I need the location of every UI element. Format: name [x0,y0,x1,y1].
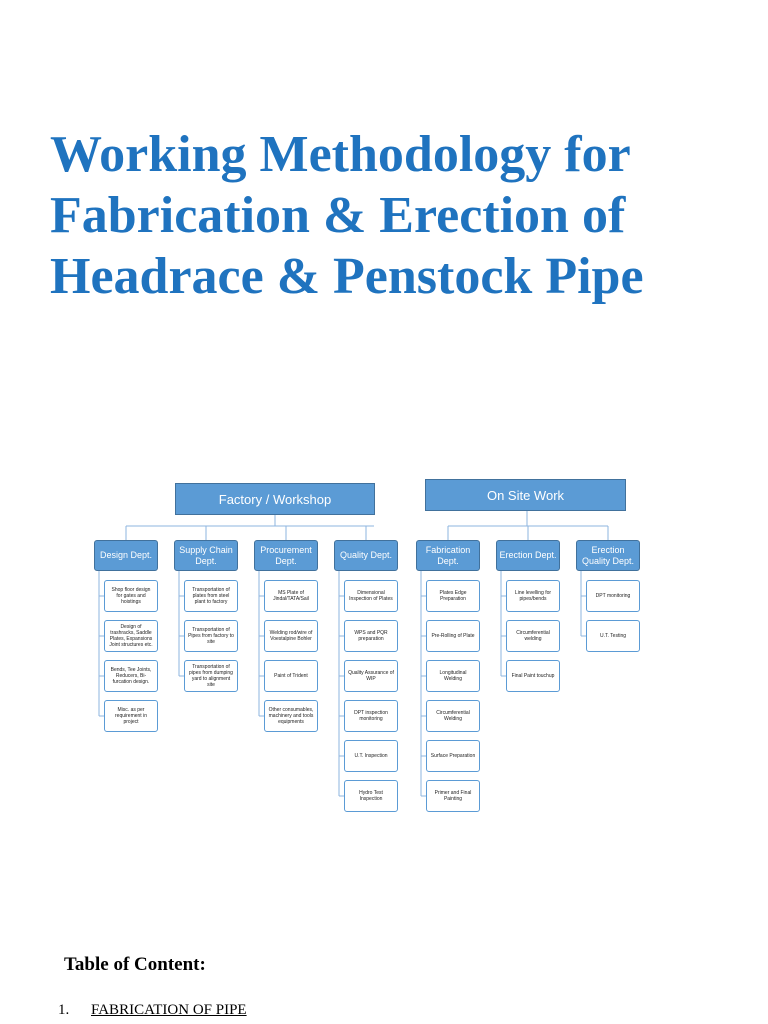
task-box: Final Paint touchup [506,660,560,692]
task-box: WPS and PQR preparation [344,620,398,652]
task-box: Transportation of Pipes from factory to site [184,620,238,652]
task-box: Transportation of plates from steel plant to factory [184,580,238,612]
task-box: Quality Assurance of WIP [344,660,398,692]
task-box: Bends, Tee Joints, Reducers, Bi-furcation design. [104,660,158,692]
document-title [50,124,750,307]
task-box: U.T. Inspection [344,740,398,772]
toc-item-link[interactable]: FABRICATION OF PIPE [91,1002,247,1018]
task-box: Primer and Final Painting [426,780,480,812]
toc-item-number: 1. [58,1002,70,1018]
task-box: Welding rod/wire of Voestalpine Bohler [264,620,318,652]
task-box: Misc. as per requirement in project [104,700,158,732]
task-box: Other consumables, machinery and tools equipments [264,700,318,732]
task-box: Surface Preparation [426,740,480,772]
task-box: Circumferential Welding [426,700,480,732]
task-box: Design of trashracks, Saddle Plates, Expansions Joint structures etc. [104,620,158,652]
task-box: Pre-Rolling of Plate [426,620,480,652]
task-box: Plates Edge Preparation [426,580,480,612]
task-box: MS Plate of Jindal/TATA/Sail [264,580,318,612]
task-box: Circumferential welding [506,620,560,652]
toc-item[interactable] [58,1002,247,1019]
dept-supply-chain: Supply Chain Dept. [174,540,238,571]
dept-design: Design Dept. [94,540,158,571]
title-line-3: Headrace & Penstock Pipe [50,248,644,305]
dept-erection: Erection Dept. [496,540,560,571]
task-box: DPT inspection monitoring [344,700,398,732]
toc-heading: Table of Content: [64,954,206,975]
task-box: DPT monitoring [586,580,640,612]
task-box: Dimensional Inspection of Plates [344,580,398,612]
task-box: Hydro Test Inspection [344,780,398,812]
title-line-1: Working Methodology for [50,126,631,183]
dept-fabrication: Fabrication Dept. [416,540,480,571]
task-box: Transportation of pipes from dumping yard to alignment site [184,660,238,692]
group-header-on-site-work: On Site Work [425,479,626,511]
task-box: Line levelling for pipes/bends [506,580,560,612]
dept-erection-quality: Erection Quality Dept. [576,540,640,571]
dept-quality: Quality Dept. [334,540,398,571]
group-header-factory-workshop: Factory / Workshop [175,483,375,515]
task-box: Paint of Trident [264,660,318,692]
task-box: Longitudinal Welding [426,660,480,692]
dept-procurement: Procurement Dept. [254,540,318,571]
task-box: U.T. Testing [586,620,640,652]
title-line-2: Fabrication & Erection of [50,187,626,244]
task-box: Shop floor design for gates and hoistings [104,580,158,612]
